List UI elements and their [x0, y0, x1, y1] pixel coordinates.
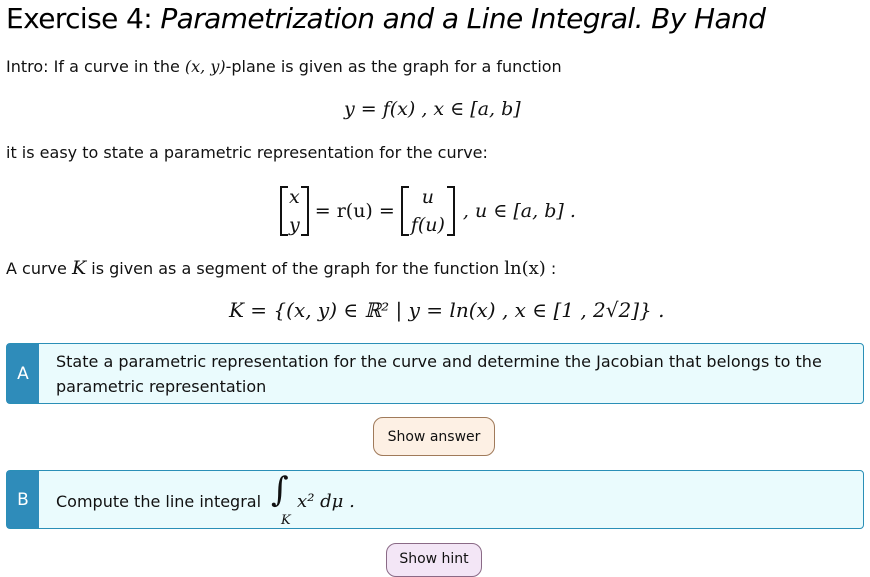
integral-sign — [267, 470, 293, 528]
plane-variable: (x, y) — [184, 57, 226, 76]
vector-u: u — [421, 186, 434, 208]
intro-line-1 — [6, 57, 562, 77]
integral-subscript: K — [281, 513, 291, 528]
title-prefix: Exercise 4: — [6, 2, 161, 35]
intro-line-2: it is easy to state a parametric representation for the curve: — [6, 143, 488, 162]
integral-glyph: ∫ — [271, 470, 289, 510]
task-a-label: A — [7, 344, 39, 403]
task-b-label: B — [7, 471, 39, 528]
vector-fu: f(u) — [410, 214, 445, 236]
intro-lead-end: -plane is given as the graph for a function — [225, 57, 562, 76]
line3-a: A curve — [6, 259, 72, 278]
parameter-vector — [401, 186, 455, 236]
page-title — [6, 0, 765, 38]
line3-c: : — [545, 259, 557, 278]
parameter-interval: , u ∈ [a, b] . — [462, 200, 576, 222]
vector-y: y — [289, 214, 300, 236]
line3-b: is given as a segment of the graph for the function — [86, 259, 505, 278]
function-equation: y = f(x) , x ∈ [a, b] — [344, 98, 521, 120]
show-answer-button[interactable]: Show answer — [373, 417, 495, 456]
task-b-lead: Compute the line integral — [56, 491, 262, 511]
title-main: Parametrization and a Line Integral. By Hand — [160, 2, 766, 35]
task-a-text — [56, 349, 822, 399]
vector-x: x — [289, 186, 300, 208]
function-ln: ln(x) — [504, 258, 546, 279]
intro-lead: Intro: If a curve in the — [6, 57, 185, 76]
intro-line-3 — [6, 258, 556, 279]
task-a-panel — [6, 343, 864, 404]
position-vector — [280, 186, 309, 236]
curve-name: K — [71, 257, 87, 279]
r-of-u: = r(u) = — [314, 200, 395, 222]
task-b-text — [56, 470, 355, 528]
curve-set-definition: K = {(x, y) ∈ ℝ² | y = ln(x) , x ∈ [1 , 2√2]} . — [229, 298, 665, 322]
show-hint-button[interactable]: Show hint — [386, 543, 482, 577]
task-a-line-1: State a parametric representation for the curve and determine the Jacobian that belongs to the — [56, 352, 822, 371]
parametric-equation — [280, 186, 576, 236]
integrand: x² dμ . — [297, 490, 355, 512]
task-b-panel — [6, 470, 864, 529]
task-a-line-2: parametric representation — [56, 377, 267, 396]
